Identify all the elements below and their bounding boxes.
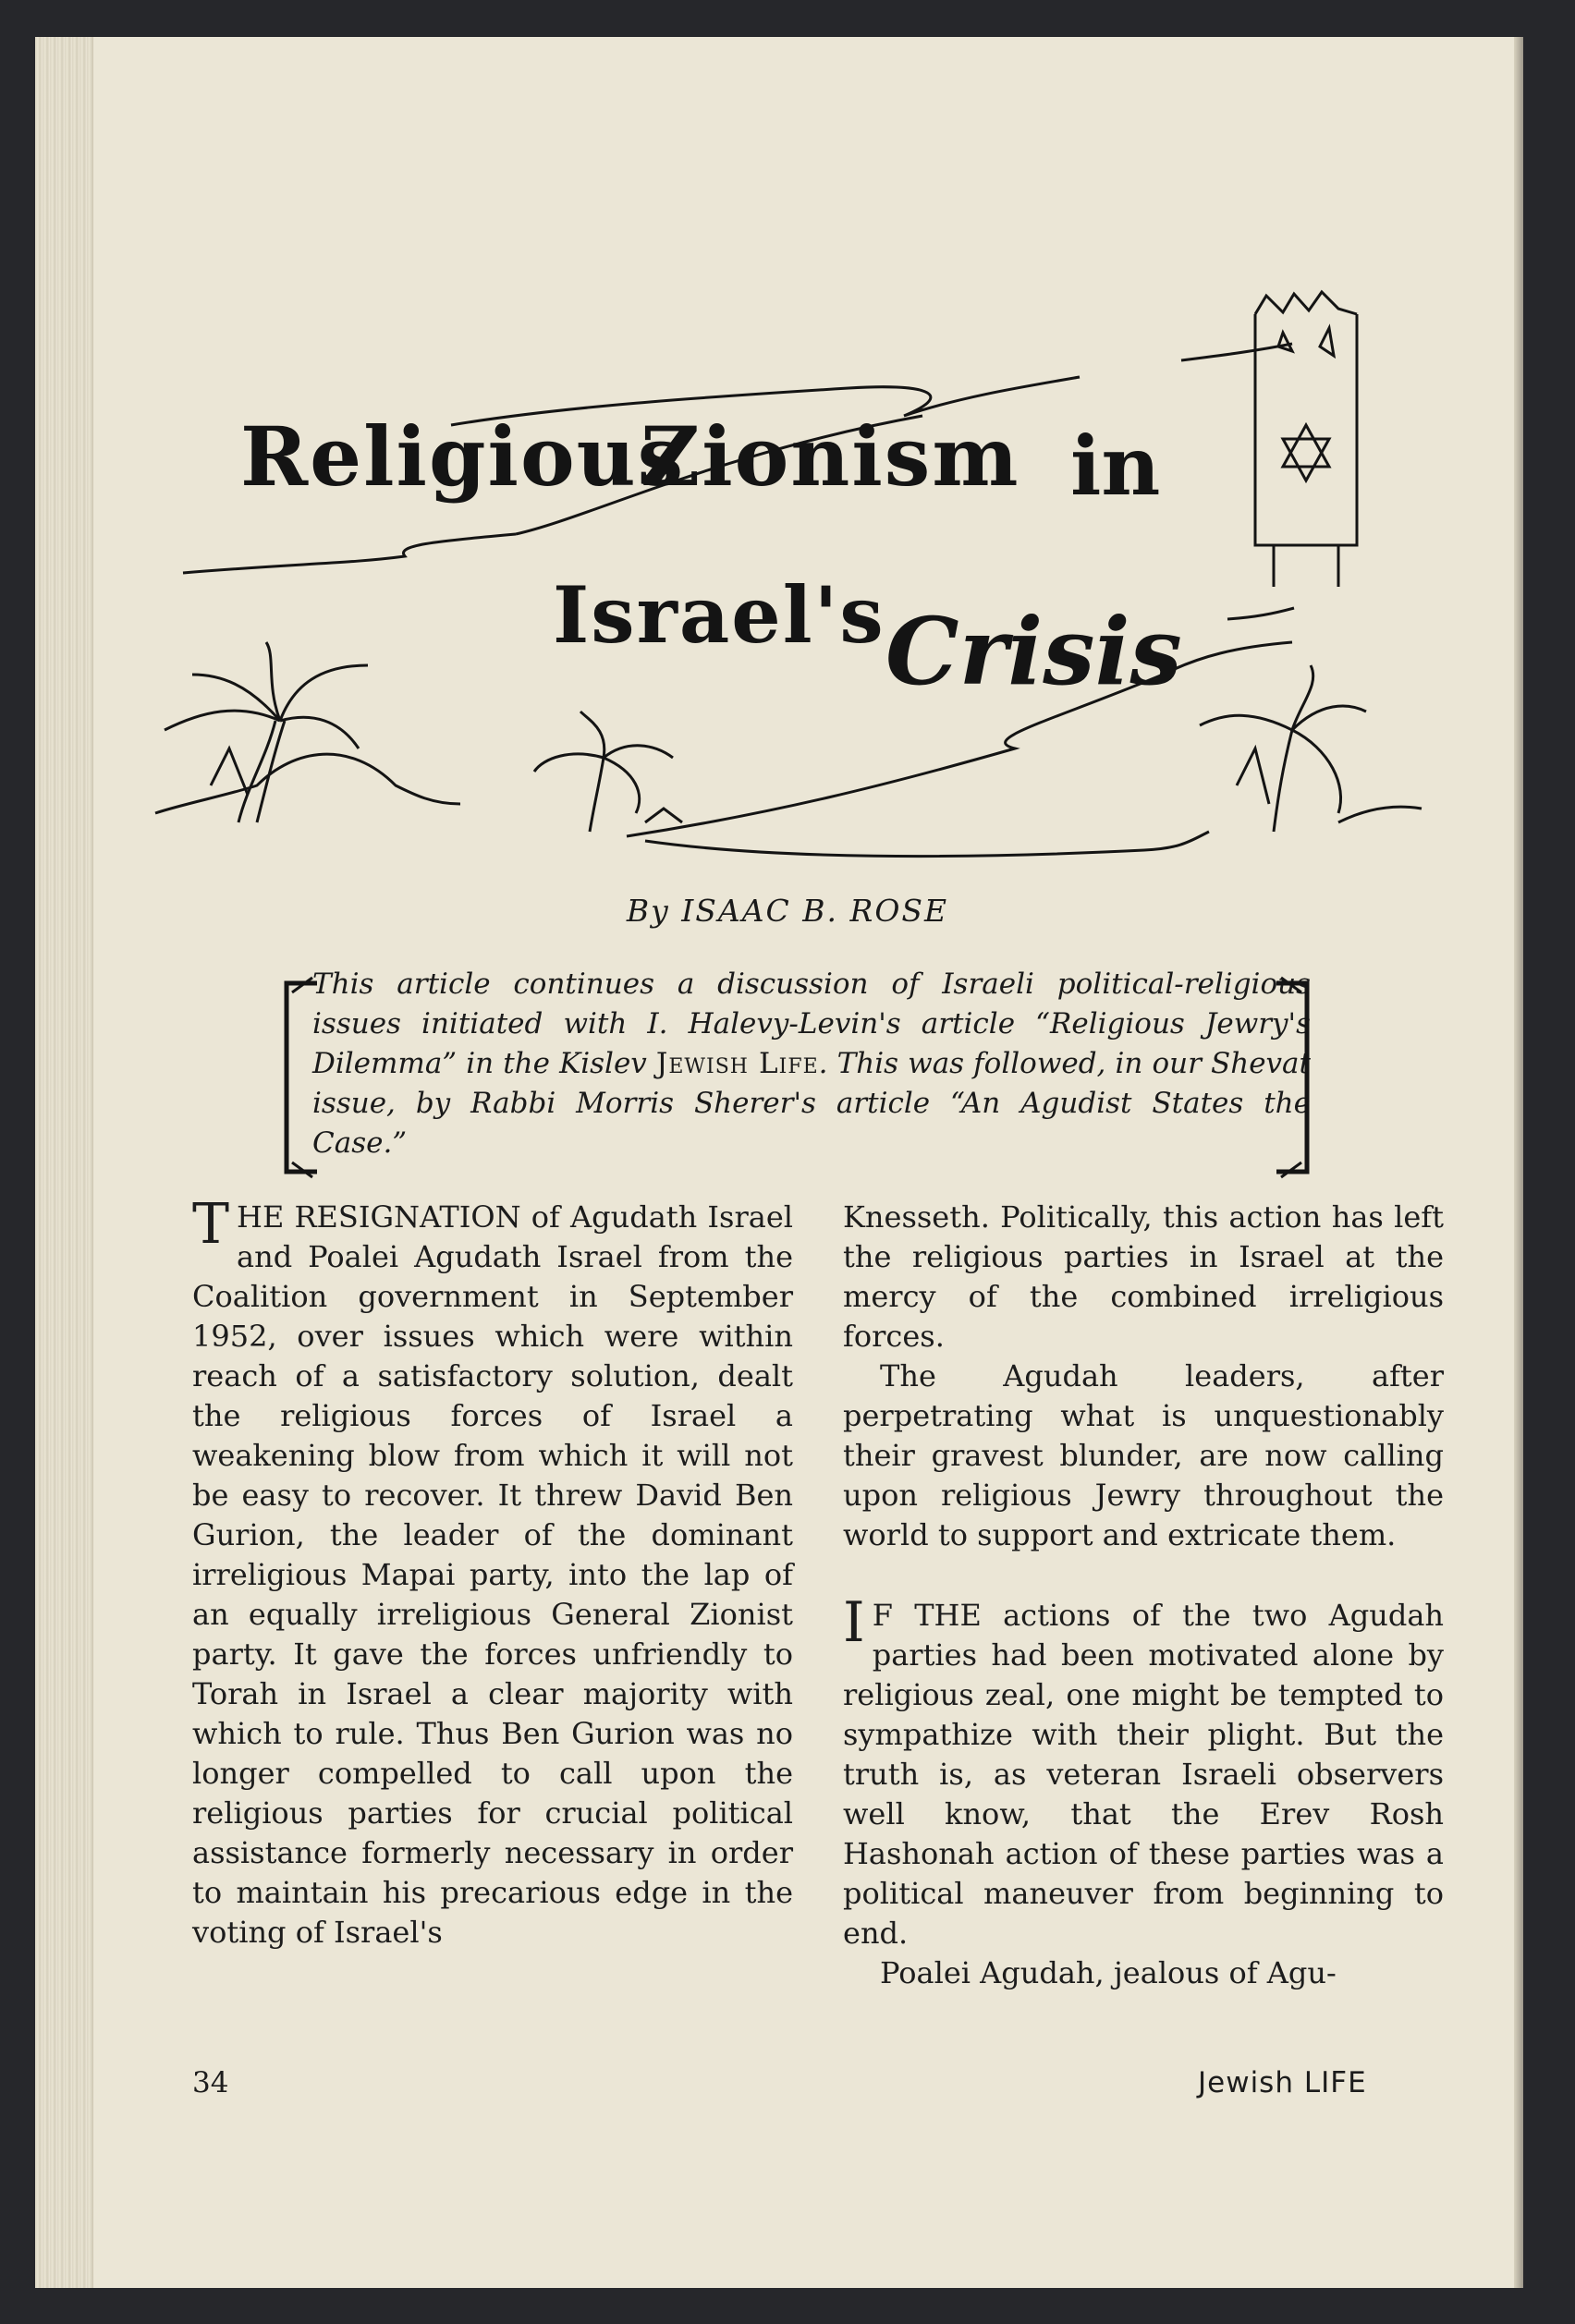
palm-tree-middle-icon xyxy=(534,712,682,832)
intro-note xyxy=(312,965,1311,1163)
title-word-religious: Religious xyxy=(240,408,686,505)
page-number: 34 xyxy=(192,2066,229,2099)
right-paragraph-2: The Agudah leaders, after perpetrating what is unquestionably their gravest blunder, are now calling upon religious Jewry throughout the world to support and extricate them. xyxy=(843,1358,1444,1552)
intro-text-part2: . This was followed, in our Shevat issue, by Rabbi Morris Sherer's article “An Agudist States the Case.” xyxy=(312,1047,1311,1160)
right-column xyxy=(843,1198,1444,1993)
byline: By ISAAC B. ROSE xyxy=(626,893,949,929)
left-column xyxy=(192,1192,793,1953)
magazine-footer-name: Jewish LIFE xyxy=(1198,2066,1367,2099)
title-word-crisis: Crisis xyxy=(885,597,1182,706)
star-of-david-banner-icon xyxy=(1255,292,1357,587)
right-paragraph-1: Knesseth. Politically, this action has left the religious parties in Israel at the mercy of the combined irreligious forces. xyxy=(843,1199,1444,1354)
title-word-zionism: Zionism xyxy=(641,408,1020,505)
title-illustration xyxy=(128,268,1468,878)
right-paragraph-4: Poalei Agudah, jealous of Agu- xyxy=(880,1955,1337,1990)
magazine-page xyxy=(35,37,1523,2288)
intro-magazine-name: Jewish Life xyxy=(655,1047,819,1080)
page-edges xyxy=(35,37,93,2288)
drop-cap-i: I xyxy=(843,1590,865,1655)
title-word-israels: Israel's xyxy=(553,569,885,661)
section-gap xyxy=(843,1555,1444,1596)
title-word-in: in xyxy=(1070,418,1161,514)
intro-text-part1: This article continues a discussion of Israeli political-religious issues initiated with I. Halevy-Levin's article “Religious Jewry's Dilemma” in the Kislev xyxy=(312,967,1311,1080)
drop-cap-t: T xyxy=(192,1192,230,1257)
left-paragraph-1: THE RESIGNATION of Agudath Israel and Poalei Agudath Israel from the Coalition government in September 1952, over issues which were within reach of a satisfactory solution, dealt the religious forces of Israel a weakening blow from which it will not be easy to recover. It threw David Ben Gurion, the leader of the dominant irreligious Mapai party, into the lap of an equally irreligious General Zionist party. It gave the forces unfriendly to Torah in Israel a clear majority with which to rule. Thus Ben Gurion was no longer compelled to call upon the religious parties for crucial political assistance formerly necessary in order to maintain his precarious edge in the voting of Israel's xyxy=(192,1192,793,1950)
palm-tree-left-icon xyxy=(165,642,368,822)
right-bracket xyxy=(1272,976,1318,1179)
palm-tree-right-icon xyxy=(1200,665,1422,832)
right-paragraph-3: I F THE actions of the two Agudah parties had been motivated alone by religious zeal, one might be tempted to sympathize with their plight. But the truth is, as veteran Israeli observers well know, that the Erev Rosh Hashonah action of these parties was a political maneuver from beginning to end. xyxy=(843,1590,1444,1951)
facing-page-edge xyxy=(1514,37,1523,2288)
